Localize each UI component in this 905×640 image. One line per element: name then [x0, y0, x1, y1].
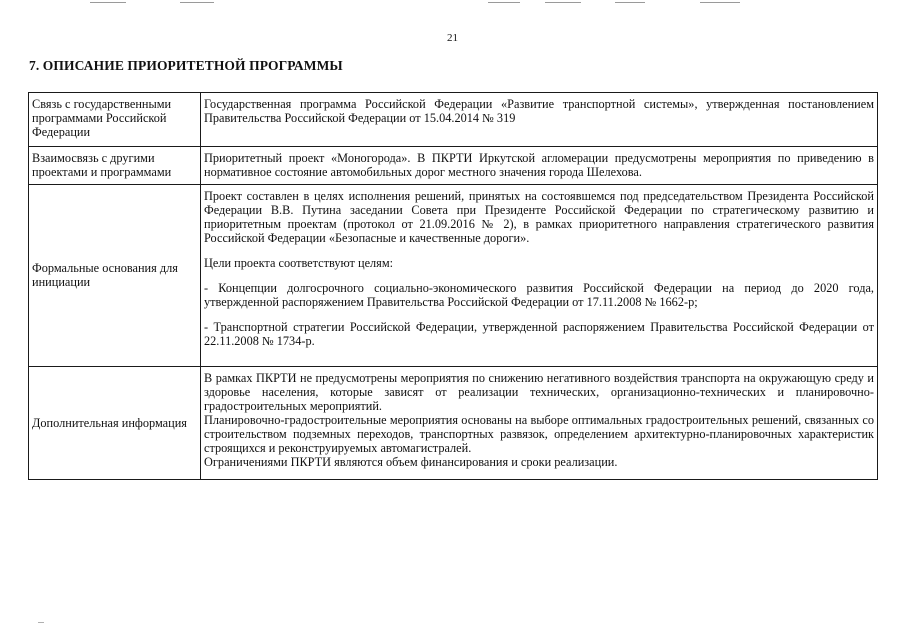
row-label: Формальные основания для инициации — [29, 185, 201, 367]
top-edge-rule — [488, 2, 520, 3]
row-value — [201, 147, 878, 185]
paragraph: Ограничениями ПКРТИ являются объем финансирования и сроки реализации. — [204, 455, 618, 469]
page-number: 21 — [447, 32, 458, 44]
paragraph: Приоритетный проект «Моногорода». В ПКРТИ Иркутской агломерации предусмотрены мероприятия по приведению в нормативное состояние автомобильных дорог местного значения города Шелехова. — [204, 151, 874, 179]
top-edge-rule — [700, 2, 740, 3]
row-label: Взаимосвязь с другими проектами и программами — [29, 147, 201, 185]
paragraph: В рамках ПКРТИ не предусмотрены мероприятия по снижению негативного воздействия транспорта на окружающую среду и здоровье населения, которые зависят от реализации технических, организационно-технических и планировочно-градостроительных мероприятий. — [204, 371, 874, 413]
row-label: Связь с государственными программами Российской Федерации — [29, 93, 201, 147]
row-value — [201, 367, 878, 480]
paragraph: Цели проекта соответствуют целям: — [204, 256, 394, 270]
paragraph: Планировочно-градостроительные мероприятия основаны на выборе оптимальных градостроительных решений, связанных со строительством подземных переходов, транспортных развязок, определением архитектурно-планировочных характеристик строящихся и реконструируемых автомагистралей. — [204, 413, 874, 455]
row-label: Дополнительная информация — [29, 367, 201, 480]
top-edge-rule — [545, 2, 581, 3]
paragraph: - Транспортной стратегии Российской Федерации, утвержденной распоряжением Правительства Российской Федерации от 22.11.2008 № 1734-р. — [204, 320, 874, 348]
table-row — [29, 367, 878, 480]
program-description-table — [28, 92, 878, 480]
paragraph: - Концепции долгосрочного социально-экономического развития Российской Федерации на период до 2020 года, утвержденной распоряжением Правительства Российской Федерации от 17.11.2008 № 1662-р; — [204, 281, 874, 309]
top-edge-rule — [615, 2, 645, 3]
top-edge-rule — [180, 2, 214, 3]
table-row — [29, 93, 878, 147]
paragraph: Проект составлен в целях исполнения решений, принятых на состоявшемся под председательством Президента Российской Федерации В.В. Путина заседании Совета при Президенте Российской Федерации по стратегическому развитию и приоритетным проектам (протокол от 21.09.2016 № 2), в рамках приоритетного направления стратегического развития Российской Федерации «Безопасные и качественные дороги». — [204, 189, 874, 245]
row-value — [201, 93, 878, 147]
top-edge-rule — [90, 2, 126, 3]
row-value — [201, 185, 878, 367]
scan-mark — [38, 622, 44, 623]
section-title: 7. ОПИСАНИЕ ПРИОРИТЕТНОЙ ПРОГРАММЫ — [29, 58, 343, 73]
table-row — [29, 185, 878, 367]
table-row — [29, 147, 878, 185]
paragraph: Государственная программа Российской Федерации «Развитие транспортной системы», утвержденная постановлением Правительства Российской Федерации от 15.04.2014 № 319 — [204, 97, 874, 125]
